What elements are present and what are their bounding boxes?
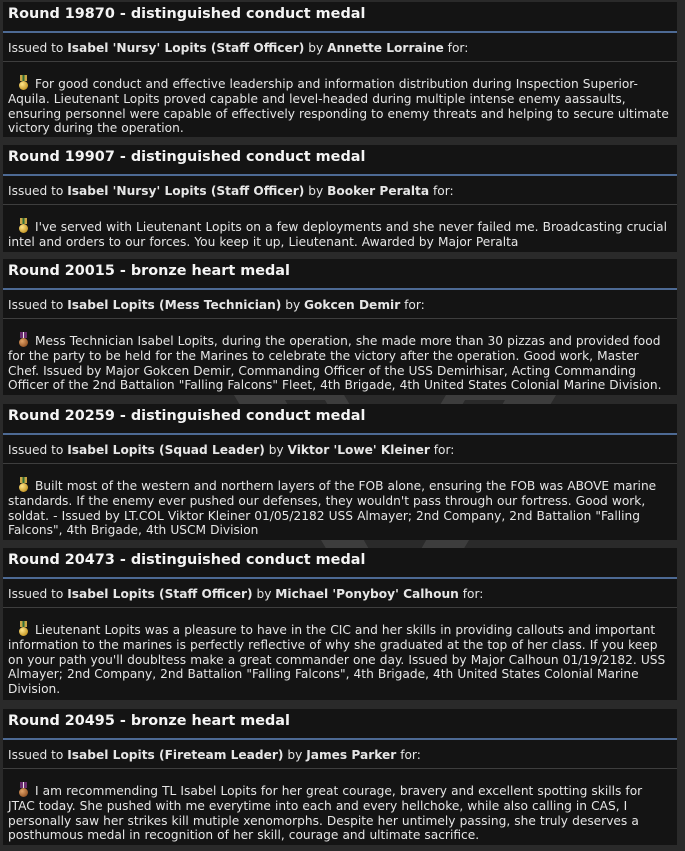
medal-round: Round 20015 (8, 263, 115, 279)
medal-header: Round 20473 - distinguished conduct medal (3, 548, 677, 579)
medal-header: Round 19907 - distinguished conduct medal (3, 145, 677, 176)
medal-issuer: Gokcen Demir (304, 298, 401, 312)
distinguished-conduct-medal-icon (18, 621, 29, 636)
medal-type: distinguished conduct medal (130, 6, 366, 22)
medal-recipient: Isabel Lopits (Fireteam Leader) (67, 748, 284, 762)
by-word: by (308, 41, 324, 55)
citation-text: Mess Technician Isabel Lopits, during the operation, she made more than 30 pizzas and provided food for the party to be held for the Marines to celebrate the victory after the operation. Good work, Master Chef. Issued by Major Gokcen Demir, Commanding Officer of the USS Demirhisar, Acting Commanding Officer of the 2nd Battalion "Falling Falcons" Fleet, 4th Brigade, 4th United States Colonial Marine Division. (8, 334, 662, 393)
medal-entry (3, 404, 677, 540)
issued-prefix: Issued to (8, 298, 64, 312)
medal-issued-line (3, 290, 677, 313)
medal-citation (3, 205, 677, 250)
medal-entry (3, 709, 677, 845)
distinguished-conduct-medal-icon (18, 477, 29, 492)
issued-prefix: Issued to (8, 41, 64, 55)
by-word: by (308, 184, 324, 198)
citation-text: I've served with Lieutenant Lopits on a few deployments and she never failed me. Broadcasting crucial intel and orders to our forces. You keep it up, Lieutenant. Awarded by Major Peralta (8, 220, 667, 249)
medal-citation (3, 608, 677, 697)
issued-prefix: Issued to (8, 443, 64, 457)
citation-text: I am recommending TL Isabel Lopits for her great courage, bravery and excellent spotting skills for JTAC today. She pushed with me everytime into each and every hellchoke, while also calling in CAS, I personally saw her strikes kill mutiple xenomorphs. Despite her untimely passing, she truly deserves a posthumous medal in recognition of her skill, courage and ultimate sacrifice. (8, 784, 643, 843)
for-word: for: (447, 41, 469, 55)
by-word: by (268, 443, 284, 457)
medal-issuer: James Parker (306, 748, 397, 762)
medal-issued-line (3, 740, 677, 763)
for-word: for: (462, 587, 484, 601)
distinguished-conduct-medal-icon (18, 218, 29, 233)
citation-text: Lieutenant Lopits was a pleasure to have in the CIC and her skills in providing callouts and important information to the marines is perfectly reflective of why she graduated at the top of her class. If you keep on your path you'll doubltess make a great commander one day. Issued by Major Calhoun 01/19/2182. USS Almayer; 2nd Company, 2nd Battalion "Falling Falcons", 4th Brigade, 4th United States Colonial Marine Division. (8, 623, 666, 697)
medal-citation (3, 62, 677, 136)
medal-recipient: Isabel Lopits (Squad Leader) (67, 443, 265, 457)
medal-header: Round 20259 - distinguished conduct medal (3, 404, 677, 435)
medal-entry (3, 2, 677, 137)
medal-recipient: Isabel 'Nursy' Lopits (Staff Officer) (67, 184, 305, 198)
medal-type: bronze heart medal (130, 713, 290, 729)
medal-type: distinguished conduct medal (130, 408, 366, 424)
medal-recipient: Isabel Lopits (Staff Officer) (67, 587, 253, 601)
citation-text: Built most of the western and northern layers of the FOB alone, ensuring the FOB was ABOVE marine standards. If the enemy ever pushed our defenses, they wouldn't pass through our fortress. Good work, soldat. - Issued by LT.COL Viktor Kleiner 01/05/2182 USS Almayer; 2nd Company, 2nd Battalion "Falling Falcons", 4th Brigade, 4th USCM Division (8, 479, 657, 538)
medal-round: Round 20473 (8, 552, 115, 568)
medal-recipient: Isabel 'Nursy' Lopits (Staff Officer) (67, 41, 305, 55)
medal-citation (3, 769, 677, 843)
medal-issuer: Viktor 'Lowe' Kleiner (287, 443, 430, 457)
medal-issued-line (3, 435, 677, 458)
medal-round: Round 19907 (8, 149, 115, 165)
citation-text: For good conduct and effective leadership and information distribution during Inspection Superior-Aquila. Lieutenant Lopits proved capable and level-headed during multiple intense enemy aassaults, ensuring personnel were capable of effectively responding to enemy threats and helping to secure ultimate victory during the operation. (8, 77, 669, 136)
medal-citation (3, 464, 677, 538)
medal-round: Round 20495 (8, 713, 115, 729)
medal-type: distinguished conduct medal (130, 552, 366, 568)
medal-issued-line (3, 579, 677, 602)
bronze-heart-medal-icon (18, 332, 29, 347)
medal-citation (3, 319, 677, 393)
medal-type: bronze heart medal (130, 263, 290, 279)
by-word: by (287, 748, 303, 762)
for-word: for: (404, 298, 425, 312)
for-word: for: (433, 443, 455, 457)
medal-issuer: Michael 'Ponyboy' Calhoun (275, 587, 459, 601)
for-word: for: (432, 184, 454, 198)
medal-round: Round 20259 (8, 408, 115, 424)
medal-header: Round 20495 - bronze heart medal (3, 709, 677, 740)
medal-header: Round 19870 - distinguished conduct medal (3, 2, 677, 33)
medal-issued-line (3, 176, 677, 199)
issued-prefix: Issued to (8, 184, 64, 198)
medal-entry (3, 548, 677, 700)
by-word: by (285, 298, 301, 312)
medal-issuer: Booker Peralta (327, 184, 430, 198)
issued-prefix: Issued to (8, 748, 64, 762)
issued-prefix: Issued to (8, 587, 64, 601)
distinguished-conduct-medal-icon (18, 75, 29, 90)
medal-entry (3, 145, 677, 252)
medal-issuer: Annette Lorraine (327, 41, 444, 55)
bronze-heart-medal-icon (18, 782, 29, 797)
medal-header: Round 20015 - bronze heart medal (3, 259, 677, 290)
medal-round: Round 19870 (8, 6, 115, 22)
medal-entry (3, 259, 677, 395)
by-word: by (256, 587, 272, 601)
medal-type: distinguished conduct medal (130, 149, 366, 165)
for-word: for: (400, 748, 421, 762)
medal-issued-line (3, 33, 677, 56)
medal-recipient: Isabel Lopits (Mess Technician) (67, 298, 282, 312)
